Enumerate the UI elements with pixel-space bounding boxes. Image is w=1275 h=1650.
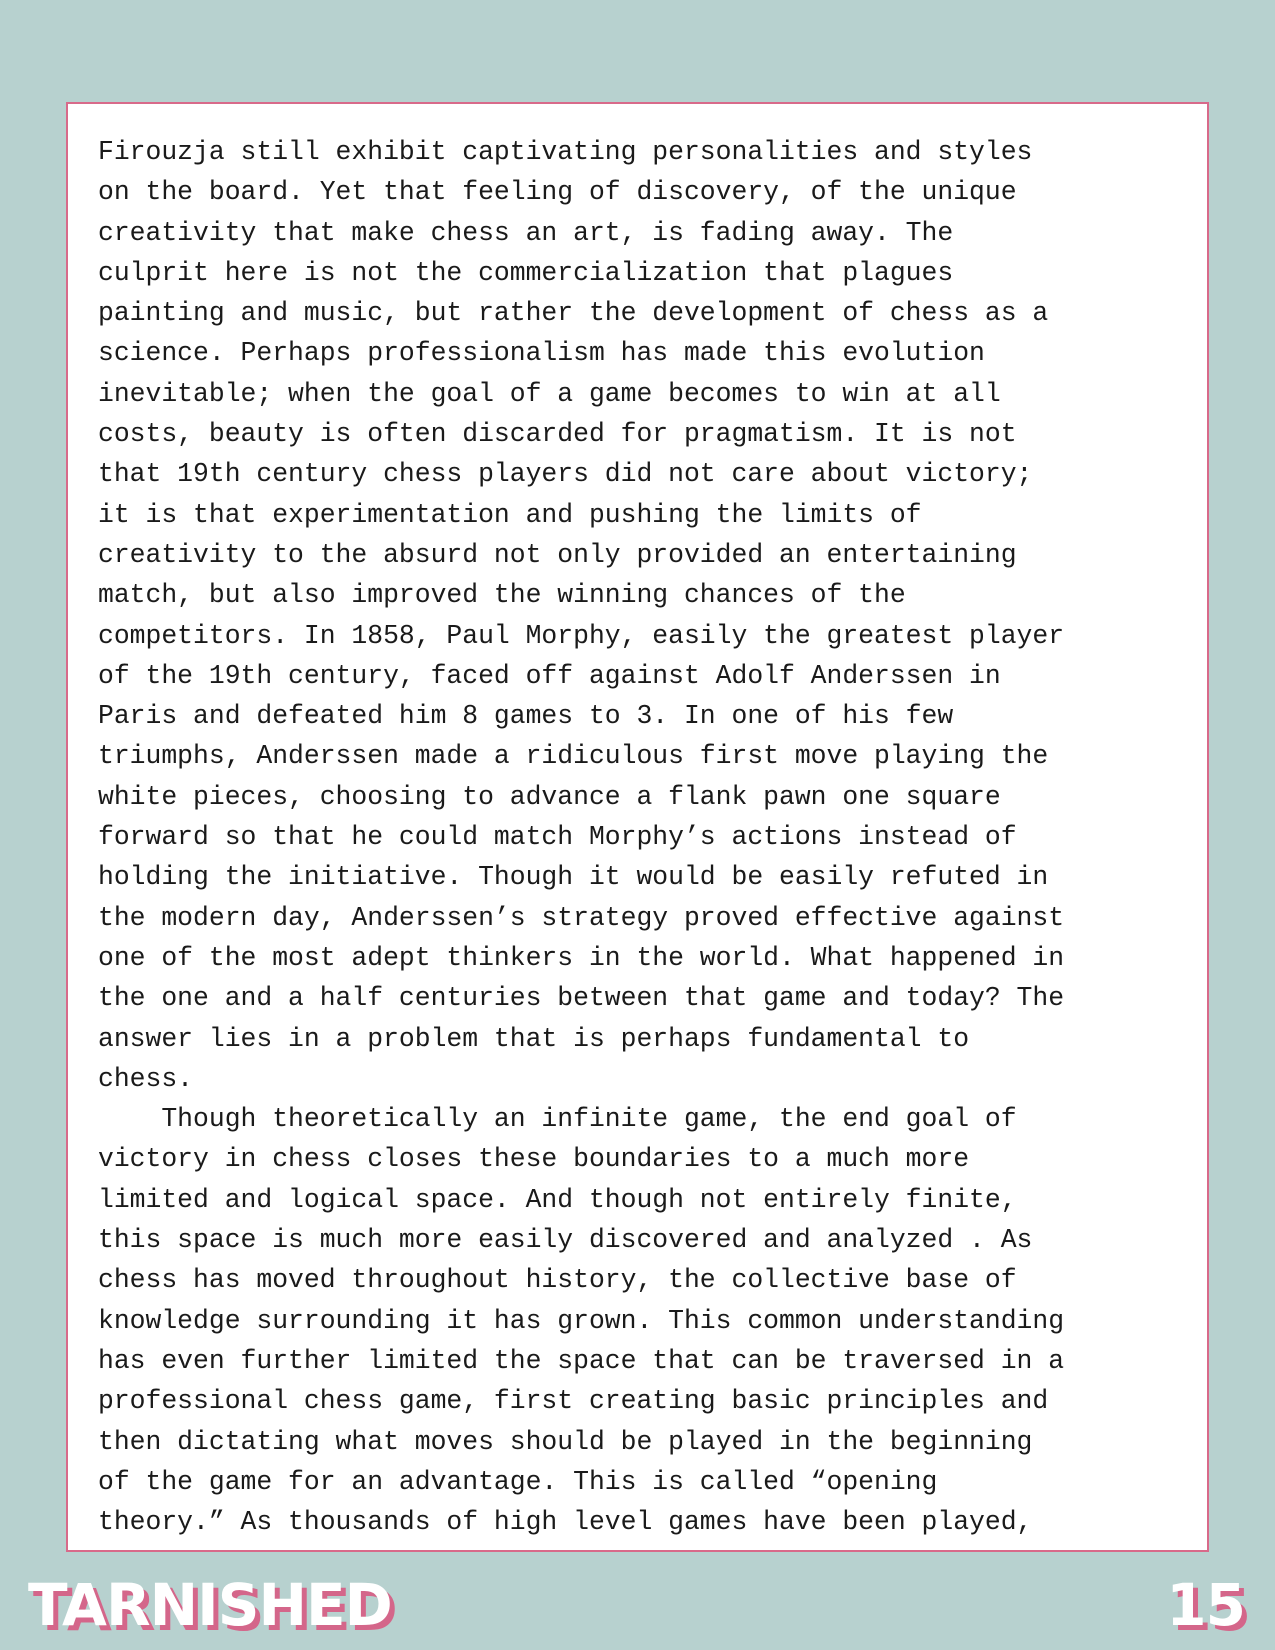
text-line: it is that experimentation and pushing the limits of <box>98 499 922 530</box>
text-line: one of the most adept thinkers in the world. What happened in <box>98 942 1065 973</box>
text-line: this space is much more easily discovered and analyzed . As <box>98 1225 1033 1256</box>
text-line: limited and logical space. And though not entirely finite, <box>98 1184 1017 1215</box>
text-line: Firouzja still exhibit captivating personalities and styles <box>98 137 1033 167</box>
text-line: triumphs, Anderssen made a ridiculous first move playing the <box>98 741 1049 772</box>
text-line: chess. <box>98 1063 194 1094</box>
text-line: that 19th century chess players did not care about victory; <box>98 459 1033 490</box>
text-line: knowledge surrounding it has grown. This common understanding <box>98 1305 1065 1336</box>
text-line: painting and music, but rather the development of chess as a <box>98 298 1049 329</box>
text-line: Paris and defeated him 8 games to 3. In one of his few <box>98 701 954 732</box>
text-line: answer lies in a problem that is perhaps fundamental to <box>98 1023 970 1054</box>
text-line: of the 19th century, faced off against Adolf Anderssen in <box>98 660 1001 691</box>
magazine-name: TARNISHED <box>28 1571 392 1639</box>
text-line: on the board. Yet that feeling of discovery, of the unique <box>98 177 1017 208</box>
text-line: science. Perhaps professionalism has made this evolution <box>98 338 985 369</box>
text-line: match, but also improved the winning chances of the <box>98 580 906 611</box>
text-line: theory.” As thousands of high level games have been played, <box>98 1507 1033 1538</box>
text-line: of the game for an advantage. This is called “opening <box>98 1466 938 1497</box>
text-line: the one and a half centuries between that game and today? The <box>98 983 1065 1014</box>
text-line: white pieces, choosing to advance a flank pawn one square <box>98 781 1001 812</box>
text-line: inevitable; when the goal of a game becomes to win at all <box>98 378 1001 409</box>
text-line: has even further limited the space that can be traversed in a <box>98 1345 1065 1376</box>
text-line: holding the initiative. Though it would be easily refuted in <box>98 862 1049 893</box>
text-line: victory in chess closes these boundaries to a much more <box>98 1144 970 1175</box>
text-line: forward so that he could match Morphy’s actions instead of <box>98 822 1017 853</box>
page-number: 15 <box>1166 1571 1245 1639</box>
text-line: then dictating what moves should be played in the beginning <box>98 1426 1033 1457</box>
text-line: chess has moved throughout history, the collective base of <box>98 1265 1017 1296</box>
page-frame <box>66 102 1209 1552</box>
text-line: professional chess game, first creating basic principles and <box>98 1386 1049 1417</box>
text-line: culprit here is not the commercialization that plagues <box>98 257 954 288</box>
text-line: costs, beauty is often discarded for pragmatism. It is not <box>98 419 1017 450</box>
text-line: competitors. In 1858, Paul Morphy, easily the greatest player <box>98 620 1065 651</box>
text-line: creativity to the absurd not only provided an entertaining <box>98 539 1017 570</box>
article-body <box>98 132 1188 1542</box>
text-line: Though theoretically an infinite game, the end goal of <box>98 1104 1017 1135</box>
text-line: the modern day, Anderssen’s strategy proved effective against <box>98 902 1065 933</box>
text-line: creativity that make chess an art, is fading away. The <box>98 217 954 248</box>
